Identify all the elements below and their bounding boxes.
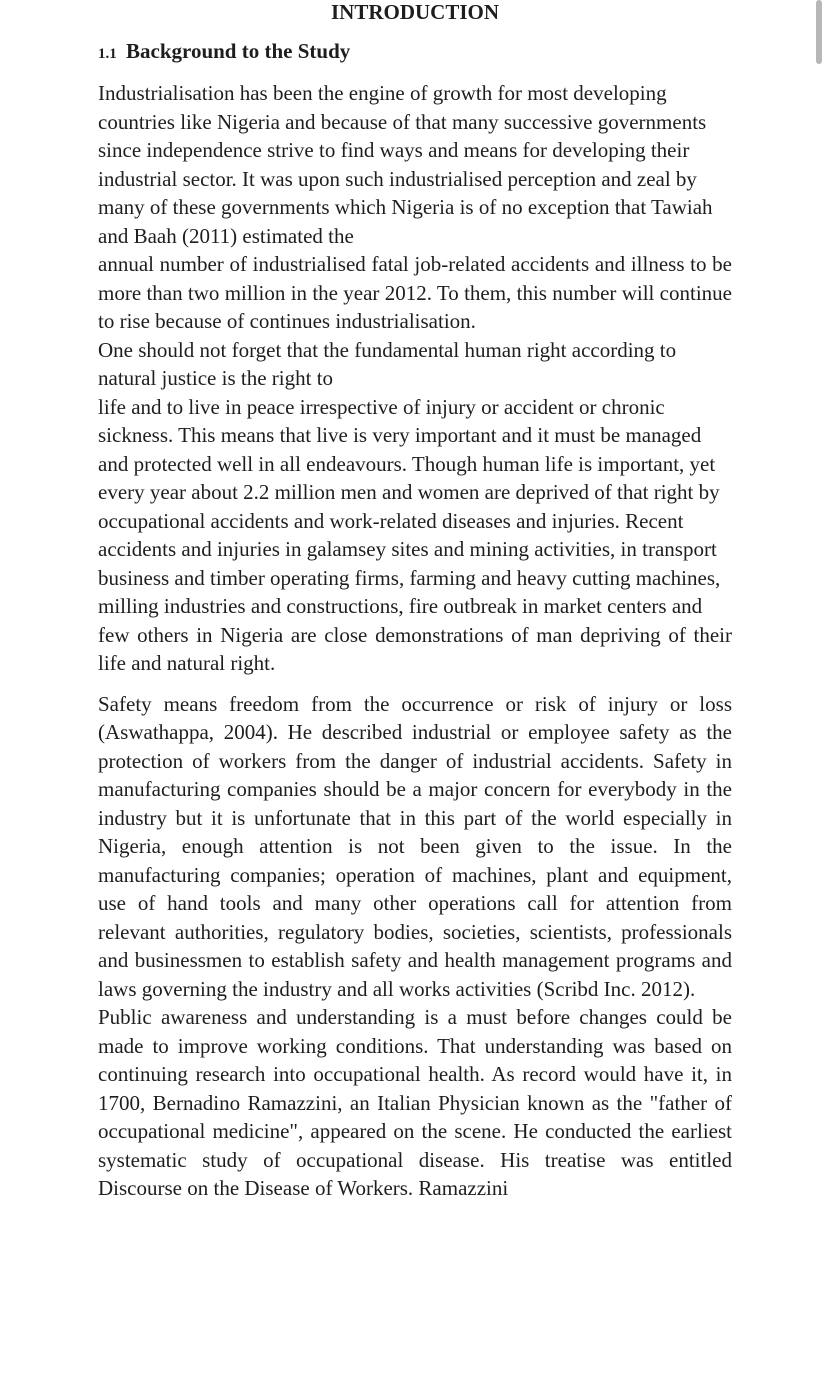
paragraph-public-awareness: Public awareness and understanding is a must before changes could be made to improve working conditions. That understanding was based on continuing research into occupational health. As record would have it, in 1700, Bernadino Ramazzini, an Italian Physician known as the "father of occupational medicine", appeared on the scene. He conducted the earliest systematic study of occupational disease. His treatise was entitled Discourse on the Disease of Workers. Ramazzini — [98, 1005, 732, 1200]
paragraph-human-right: One should not forget that the fundamental human right according to natural justice is the right to — [98, 337, 677, 390]
document-page — [98, 0, 732, 1203]
paragraph-safety-definition: Safety means freedom from the occurrence or risk of injury or loss (Aswathappa, 2004). He described industrial or employee safety as the protection of workers from the danger of industrial accidents. Safety in manufacturing companies should be a major concern for everybody in the industry but it is unfortunate that in this part of the world especially in Nigeria, enough attention is not been given to the issue. In the manufacturing companies; operation of machines, plant and equipment, use of hand tools and many other operations call for attention from relevant authorities, regulatory bodies, societies, scientists, professionals and businessmen to establish safety and health management programs and laws governing the industry and all works activities (Scribd Inc. 2012). — [98, 691, 732, 1001]
scrollbar-thumb[interactable] — [816, 0, 822, 64]
paragraph-industrialisation: Industrialisation has been the engine of growth for most developing countries like Nigeria and because of that many successive governments since independence strive to find ways and means for developing their industrial sector. It was upon such industrialised perception and zeal by many of these governments which Nigeria is of no exception that Tawiah and Baah (2011) estimated the — [98, 81, 713, 248]
section-number: 1.1 — [98, 46, 117, 62]
section-title: Background to the Study — [126, 39, 351, 63]
paragraph-right-to-life: life and to live in peace irrespective of injury or accident or chronic sickness. This means that live is very important and it must be managed and protected well in all endeavours. Though human life is important, yet every year about 2.2 million men and women are deprived of that right by occupational accidents and work-related diseases and injuries. Recent accidents and injuries in galamsey sites and mining activities, in transport business and timber operating firms, farming and heavy cutting machines, milling industries and constructions, fire outbreak in market centers and — [98, 394, 721, 618]
section-heading — [98, 38, 732, 67]
paragraph-fatal-accidents: annual number of industrialised fatal job-related accidents and illness to be more than two million in the year 2012. To them, this number will continue to rise because of continues industrialisation. — [98, 252, 732, 333]
chapter-title: INTRODUCTION — [330, 0, 500, 24]
paragraph-demonstrations: few others in Nigeria are close demonstrations of man depriving of their life and natural right. — [98, 622, 732, 675]
paragraph-gap — [98, 678, 732, 690]
